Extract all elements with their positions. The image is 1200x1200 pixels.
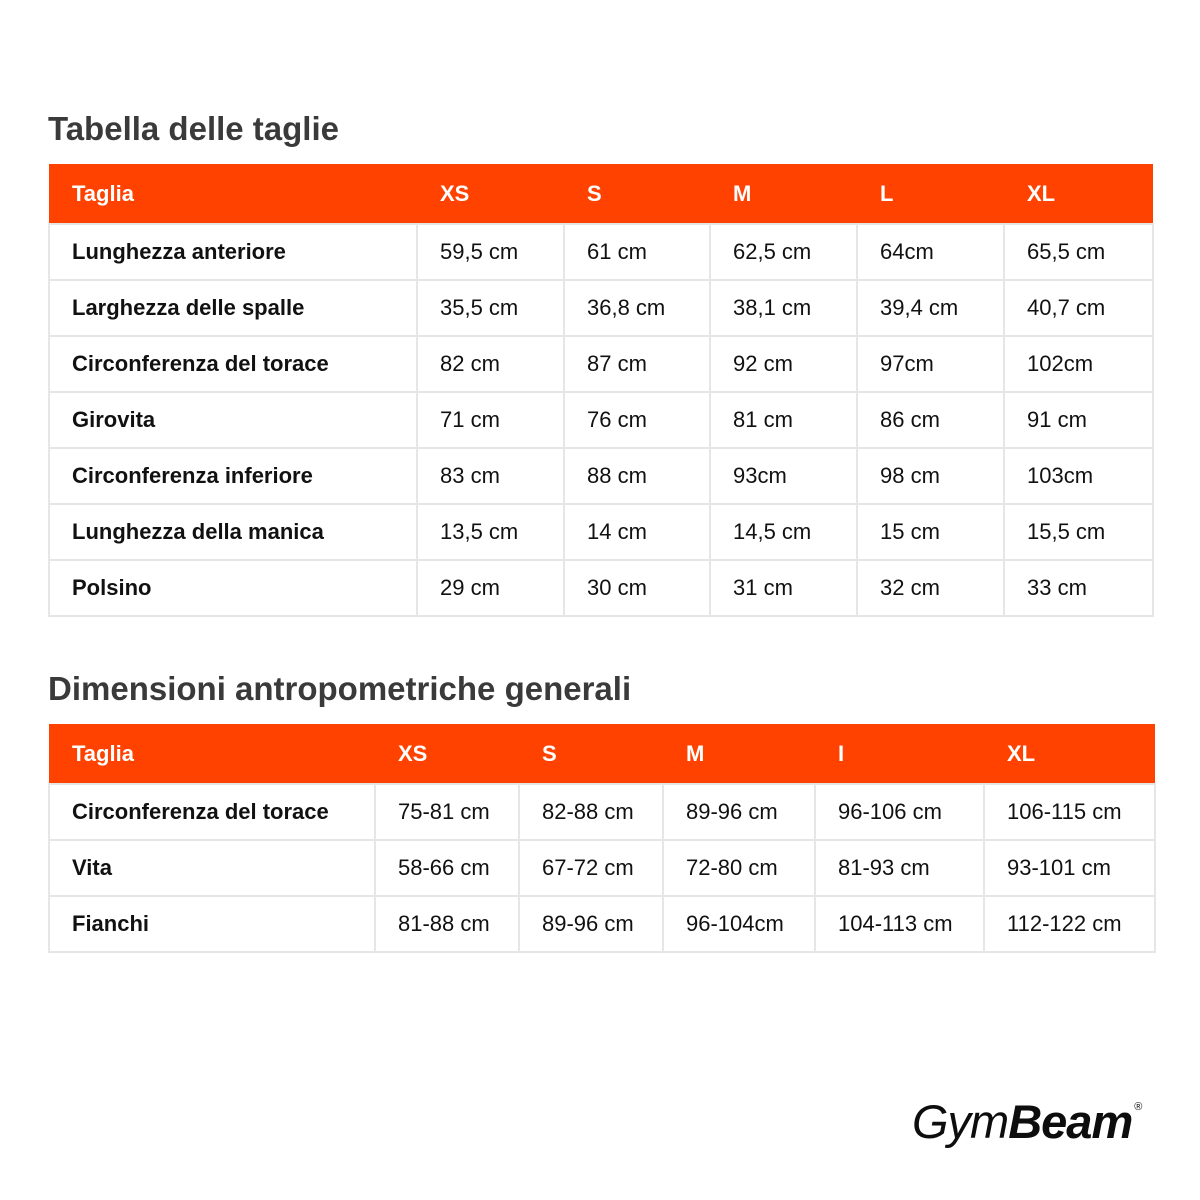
table-cell: 96-106 cm: [815, 784, 984, 840]
row-label: Circonferenza inferiore: [49, 448, 417, 504]
table-cell: 81 cm: [710, 392, 857, 448]
gymbeam-logo: [912, 1095, 1143, 1154]
table-cell: 67-72 cm: [519, 840, 663, 896]
table-cell: 112-122 cm: [984, 896, 1155, 952]
header-cell: XL: [1004, 164, 1153, 224]
table-cell: 81-88 cm: [375, 896, 519, 952]
row-label: Polsino: [49, 560, 417, 616]
size-table-title: Tabella delle taglie: [48, 110, 339, 147]
row-label: Circonferenza del torace: [49, 784, 375, 840]
table-row: [49, 448, 1153, 504]
table-cell: 14,5 cm: [710, 504, 857, 560]
header-cell: Taglia: [49, 724, 375, 784]
header-cell: XS: [375, 724, 519, 784]
table-cell: 30 cm: [564, 560, 710, 616]
table-cell: 103cm: [1004, 448, 1153, 504]
table-cell: 71 cm: [417, 392, 564, 448]
table-cell: 58-66 cm: [375, 840, 519, 896]
table-row: [49, 280, 1153, 336]
table-cell: 88 cm: [564, 448, 710, 504]
table-cell: 98 cm: [857, 448, 1004, 504]
table-cell: 87 cm: [564, 336, 710, 392]
header-cell: M: [663, 724, 815, 784]
table-cell: 89-96 cm: [519, 896, 663, 952]
body-measurements-title: Dimensioni antropometriche generali: [48, 670, 632, 707]
table-header-row: [49, 724, 1155, 784]
table-cell: 35,5 cm: [417, 280, 564, 336]
row-label: Girovita: [49, 392, 417, 448]
table-cell: 61 cm: [564, 224, 710, 280]
table-cell: 106-115 cm: [984, 784, 1155, 840]
row-label: Vita: [49, 840, 375, 896]
table-cell: 36,8 cm: [564, 280, 710, 336]
table-cell: 76 cm: [564, 392, 710, 448]
body-measurements-table: [48, 724, 1156, 953]
table-cell: 32 cm: [857, 560, 1004, 616]
table-cell: 91 cm: [1004, 392, 1153, 448]
table-cell: 29 cm: [417, 560, 564, 616]
table-cell: 96-104cm: [663, 896, 815, 952]
header-cell: M: [710, 164, 857, 224]
table-row: [49, 224, 1153, 280]
header-cell: L: [857, 164, 1004, 224]
header-cell: XS: [417, 164, 564, 224]
table-cell: 33 cm: [1004, 560, 1153, 616]
table-cell: 93cm: [710, 448, 857, 504]
row-label: Fianchi: [49, 896, 375, 952]
table-row: [49, 840, 1155, 896]
table-cell: 65,5 cm: [1004, 224, 1153, 280]
table-cell: 83 cm: [417, 448, 564, 504]
row-label: Circonferenza del torace: [49, 336, 417, 392]
table-cell: 64cm: [857, 224, 1004, 280]
table-cell: 93-101 cm: [984, 840, 1155, 896]
header-cell: I: [815, 724, 984, 784]
table-cell: 86 cm: [857, 392, 1004, 448]
logo-text-gym: Gym: [912, 1095, 1009, 1148]
table-cell: 97cm: [857, 336, 1004, 392]
table-cell: 38,1 cm: [710, 280, 857, 336]
header-cell: XL: [984, 724, 1155, 784]
header-cell: Taglia: [49, 164, 417, 224]
table-cell: 102cm: [1004, 336, 1153, 392]
table-cell: 14 cm: [564, 504, 710, 560]
table-cell: 59,5 cm: [417, 224, 564, 280]
table-cell: 31 cm: [710, 560, 857, 616]
table-row: [49, 896, 1155, 952]
table-cell: 15,5 cm: [1004, 504, 1153, 560]
table-row: [49, 784, 1155, 840]
table-cell: 81-93 cm: [815, 840, 984, 896]
table-cell: 82-88 cm: [519, 784, 663, 840]
table-cell: 40,7 cm: [1004, 280, 1153, 336]
table-row: [49, 392, 1153, 448]
row-label: Lunghezza anteriore: [49, 224, 417, 280]
header-cell: S: [519, 724, 663, 784]
row-label: Larghezza delle spalle: [49, 280, 417, 336]
table-cell: 82 cm: [417, 336, 564, 392]
table-cell: 39,4 cm: [857, 280, 1004, 336]
table-cell: 62,5 cm: [710, 224, 857, 280]
logo-text-beam: Beam: [1008, 1095, 1133, 1148]
table-cell: 72-80 cm: [663, 840, 815, 896]
table-header-row: [49, 164, 1153, 224]
registered-mark: ®: [1134, 1101, 1143, 1113]
table-row: [49, 504, 1153, 560]
table-cell: 75-81 cm: [375, 784, 519, 840]
table-row: [49, 336, 1153, 392]
table-cell: 15 cm: [857, 504, 1004, 560]
header-cell: S: [564, 164, 710, 224]
row-label: Lunghezza della manica: [49, 504, 417, 560]
table-cell: 13,5 cm: [417, 504, 564, 560]
table-cell: 89-96 cm: [663, 784, 815, 840]
size-table: [48, 164, 1154, 617]
table-cell: 92 cm: [710, 336, 857, 392]
table-row: [49, 560, 1153, 616]
table-cell: 104-113 cm: [815, 896, 984, 952]
